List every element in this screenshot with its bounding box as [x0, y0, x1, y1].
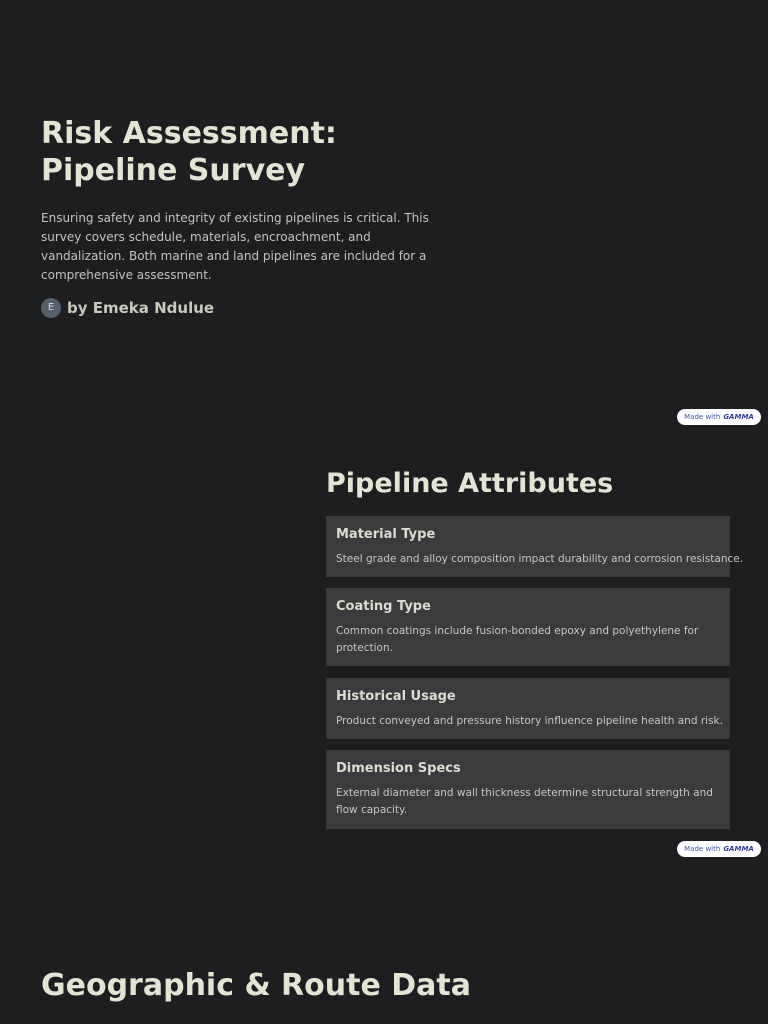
gamma-logo: GAMMA: [723, 413, 754, 421]
section-title-pipeline-attributes: Pipeline Attributes: [326, 468, 614, 499]
author-name: by Emeka Ndulue: [67, 299, 215, 317]
gamma-logo: GAMMA: [723, 845, 754, 853]
card-description: Steel grade and alloy composition impact durability and corrosion resistance.: [336, 553, 744, 565]
section-title-geographic-route-data: Geographic & Route Data: [41, 968, 471, 1003]
badge-prefix: Made with: [684, 845, 721, 853]
intro-text: Ensuring safety and integrity of existing pipelines is critical. This survey covers schedule, materials, encroachment, and vandalization. Both marine and land pipelines are included for a comprehensive assessment.: [41, 211, 429, 282]
attribute-card-dimension-specs: [326, 750, 730, 829]
avatar: E: [41, 298, 61, 318]
card-title: Coating Type: [336, 599, 431, 614]
card-description: Common coatings include fusion-bonded epoxy and polyethylene for protection.: [336, 625, 699, 654]
card-description: Product conveyed and pressure history influence pipeline health and risk.: [336, 715, 723, 727]
card-description: External diameter and wall thickness determine structural strength and flow capacity.: [336, 787, 713, 816]
made-with-gamma-badge[interactable]: [677, 409, 761, 425]
attribute-card-material-type: [326, 516, 744, 577]
made-with-gamma-badge[interactable]: [677, 841, 761, 857]
badge-prefix: Made with: [684, 413, 721, 421]
card-title: Material Type: [336, 527, 436, 542]
author-byline: [41, 297, 214, 319]
card-title: Dimension Specs: [336, 761, 461, 776]
page-title: Risk Assessment: Pipeline Survey: [41, 116, 337, 188]
attribute-card-historical-usage: [326, 678, 730, 739]
attribute-card-coating-type: [326, 588, 730, 666]
card-title: Historical Usage: [336, 689, 456, 704]
